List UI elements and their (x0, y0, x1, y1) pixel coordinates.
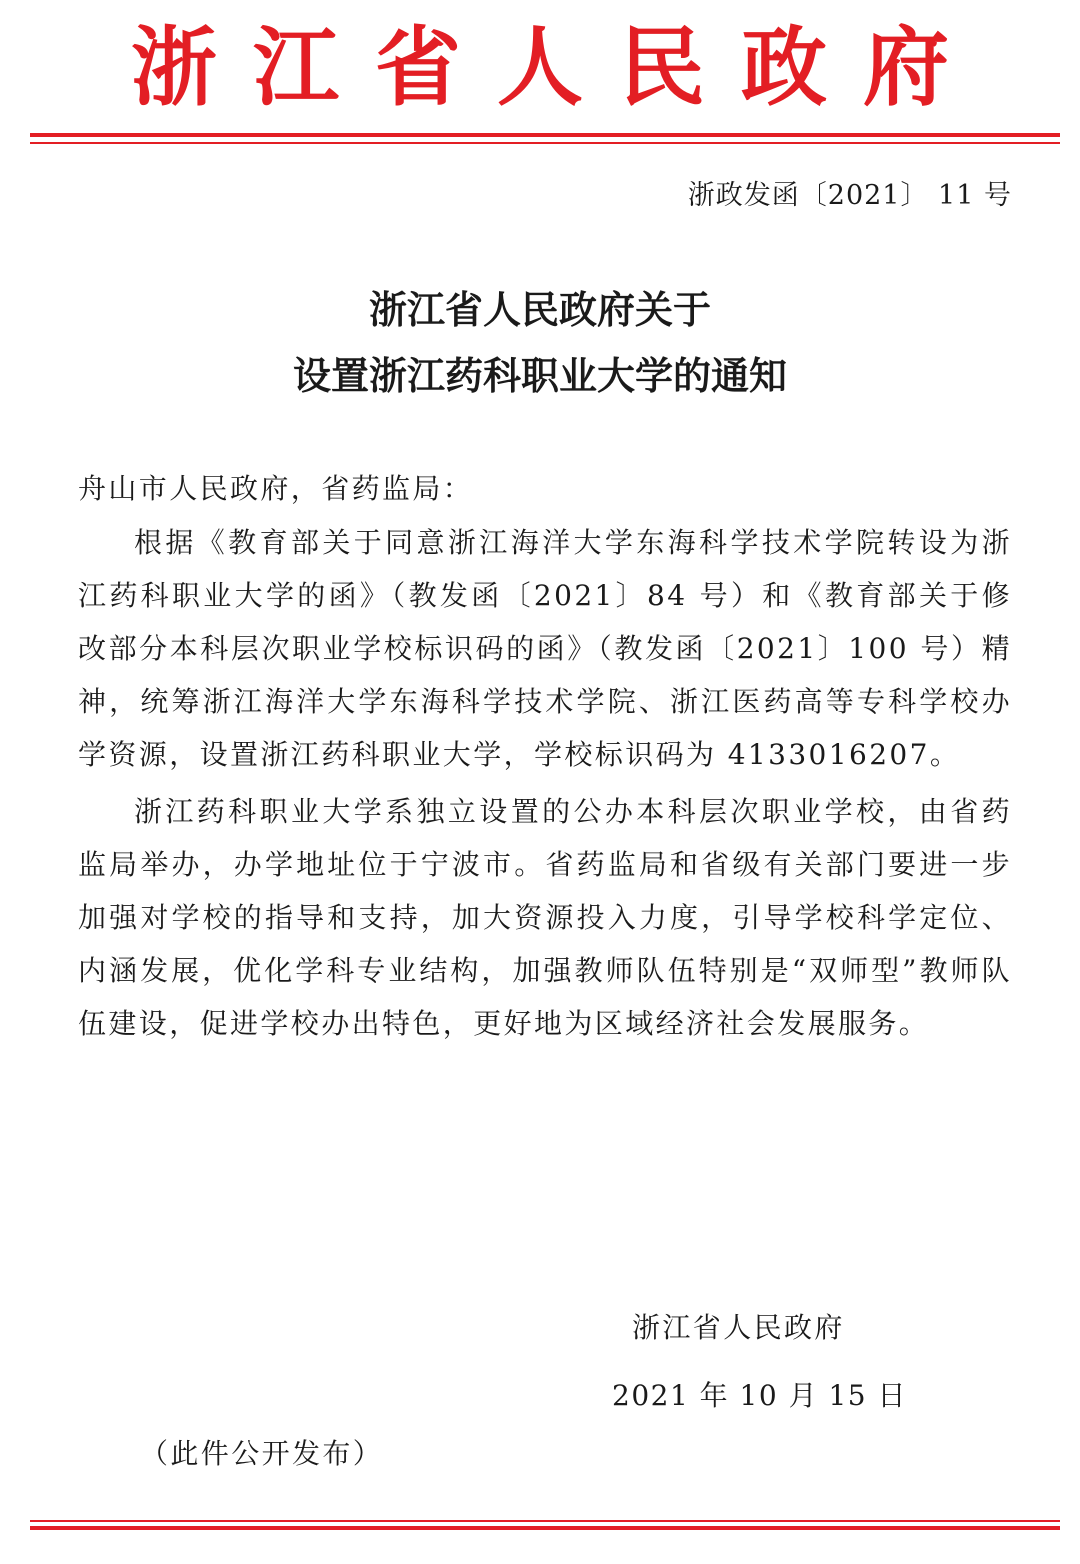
document-title-line-2: 设置浙江药科职业大学的通知 (292, 353, 787, 398)
publication-note: （此件公开发布） (140, 1437, 384, 1470)
salutation: 舟山市人民政府，省药监局： (78, 472, 474, 505)
issue-date: 2021 年 10 月 15 日 (612, 1379, 908, 1412)
body-paragraph-1: 根据《教育部关于同意浙江海洋大学东海科学技术学院转设为浙江药科职业大学的函》（教发函〔2021〕84 号）和《教育部关于修改部分本科层次职业学校标识码的函》（教发函〔2021〕100 号）精神，统筹浙江海洋大学东海科学技术学院、浙江医药高等专科学校办学资源，设置浙江药科职业大学，学校标识码为 4133016207。 (78, 526, 1012, 771)
document-title-line-1: 浙江省人民政府关于 (368, 287, 711, 332)
footer-rule-thin (30, 1520, 1060, 1522)
masthead-title: 浙江省人民政府 (131, 17, 985, 118)
footer-rule-thick (30, 1526, 1060, 1530)
body-paragraph-2: 浙江药科职业大学系独立设置的公办本科层次职业学校，由省药监局举办，办学地址位于宁波市。省药监局和省级有关部门要进一步加强对学校的指导和支持，加大资源投入力度，引导学校科学定位、内涵发展，优化学科专业结构，加强教师队伍特别是“双师型”教师队伍建设，促进学校办出特色，更好地为区域经济社会发展服务。 (78, 795, 1012, 1040)
document-number: 浙政发函〔2021〕 11 号 (687, 180, 1012, 211)
masthead-rule-thin (30, 142, 1060, 144)
masthead-rule-thick (30, 133, 1060, 137)
issuer-signature: 浙江省人民政府 (632, 1311, 845, 1344)
